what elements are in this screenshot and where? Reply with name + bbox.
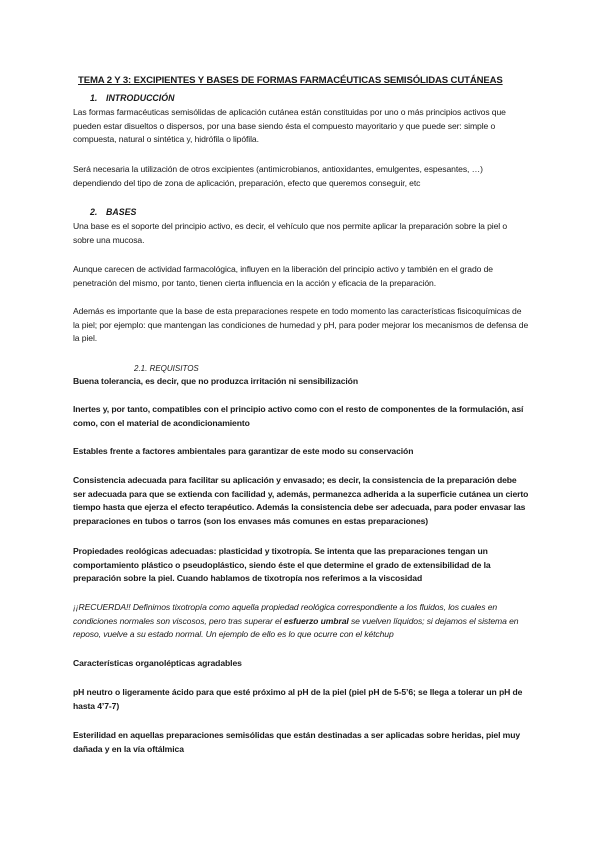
requirement-organolepticas: Características organolépticas agradables: [73, 658, 242, 668]
paragraph-intro-1: Las formas farmacéuticas semisólidas de aplicación cutánea están constituidas por uno o más principios activos que pueden estar disueltos o dispersos, por una base siendo ésta el compuesto mayoritario y que puede ser: simple o compuesta, natural o sintética y, hidrófila o lipófila.: [73, 107, 506, 145]
section-title: INTRODUCCIÓN: [106, 93, 175, 103]
requirement-estables: Estables frente a factores ambientales para garantizar de este modo su conservación: [73, 446, 414, 456]
paragraph-intro-2: Será necesaria la utilización de otros excipientes (antimicrobianos, antioxidantes, emulgentes, espesantes, …) dependiendo del tipo de zona de aplicación, preparación, efecto que queremos conseguir, etc: [73, 164, 483, 188]
requirement-inertes: Inertes y, por tanto, compatibles con el principio activo como con el resto de componentes de la formulación, así como, con el material de acondicionamiento: [73, 404, 524, 428]
paragraph-bases-3: Además es importante que la base de esta preparaciones respete en todo momento las características fisicoquímicas de la piel; por ejemplo: que mantengan las condiciones de humedad y pH, para poder mejorar los mecanismos de defensa de la piel.: [73, 306, 529, 344]
requirement-reologicas: Propiedades reológicas adecuadas: plasticidad y tixotropía. Se intenta que las preparaciones tengan un comportamiento plástico o pseudoplástico, siendo éste el que determine el grado de extensibilidad de la preparación sobre la piel. Cuando hablamos de tixotropía nos referimos a la viscosidad: [73, 546, 491, 584]
requirement-esterilidad: Esterilidad en aquellas preparaciones semisólidas que están destinadas a ser aplicadas sobre heridas, piel muy dañada y en la vía oftálmica: [73, 730, 521, 754]
paragraph-bases-2: Aunque carecen de actividad farmacológica, influyen en la liberación del principio activo y también en el grado de penetración del mismo, por tanto, tienen cierta influencia en la acción y eficacia de la preparación.: [73, 264, 493, 288]
section-number: 1.: [90, 93, 98, 103]
document-title: TEMA 2 Y 3: EXCIPIENTES Y BASES DE FORMAS FARMACÉUTICAS SEMISÓLIDAS CUTÁNEAS: [78, 75, 503, 86]
section-heading-bases: [90, 206, 136, 220]
section-heading-introduccion: [90, 92, 174, 106]
note-text-c: se vuelven líquidos; si dejamos el sistema en reposo, vuelve a su estado normal. Un ejemplo de ello es lo que ocurre con el kétchup: [73, 615, 519, 640]
requirement-tolerancia: Buena tolerancia, es decir, que no produzca irritación ni sensibilización: [73, 376, 358, 386]
section-title: BASES: [106, 207, 137, 217]
note-text-a: ¡¡RECUERDA!! Definimos tixotropía como aquella propiedad reológica correspondiente a los fluidos, los cuales en condiciones normales son viscosos, pero tras superar el: [73, 602, 498, 626]
section-number: 2.: [90, 207, 98, 217]
note-emphasis: esfuerzo umbral: [283, 615, 349, 626]
requirement-consistencia: Consistencia adecuada para facilitar su aplicación y envasado; es decir, la consistencia de la preparación debe ser adecuada para que se extienda con facilidad y, además, permanezca adherida a la superficie cutánea un cierto tiempo hasta que ejerza el efecto terapéutico. Además la consistencia debe ser adecuada, para poder envasar las preparaciones en tubos o tarros (son los envases más comunes en estas preparaciones): [73, 475, 529, 526]
subsection-heading-requisitos: 2.1. REQUISITOS: [134, 364, 199, 373]
paragraph-bases-1: Una base es el soporte del principio activo, es decir, el vehículo que nos permite aplicar la preparación sobre la piel o sobre una mucosa.: [73, 221, 508, 245]
recuerda-note: [73, 601, 529, 642]
requirement-ph: pH neutro o ligeramente ácido para que esté próximo al pH de la piel (piel pH de 5-5’6; se llega a tolerar un pH de hasta 4’7-7): [73, 687, 523, 711]
